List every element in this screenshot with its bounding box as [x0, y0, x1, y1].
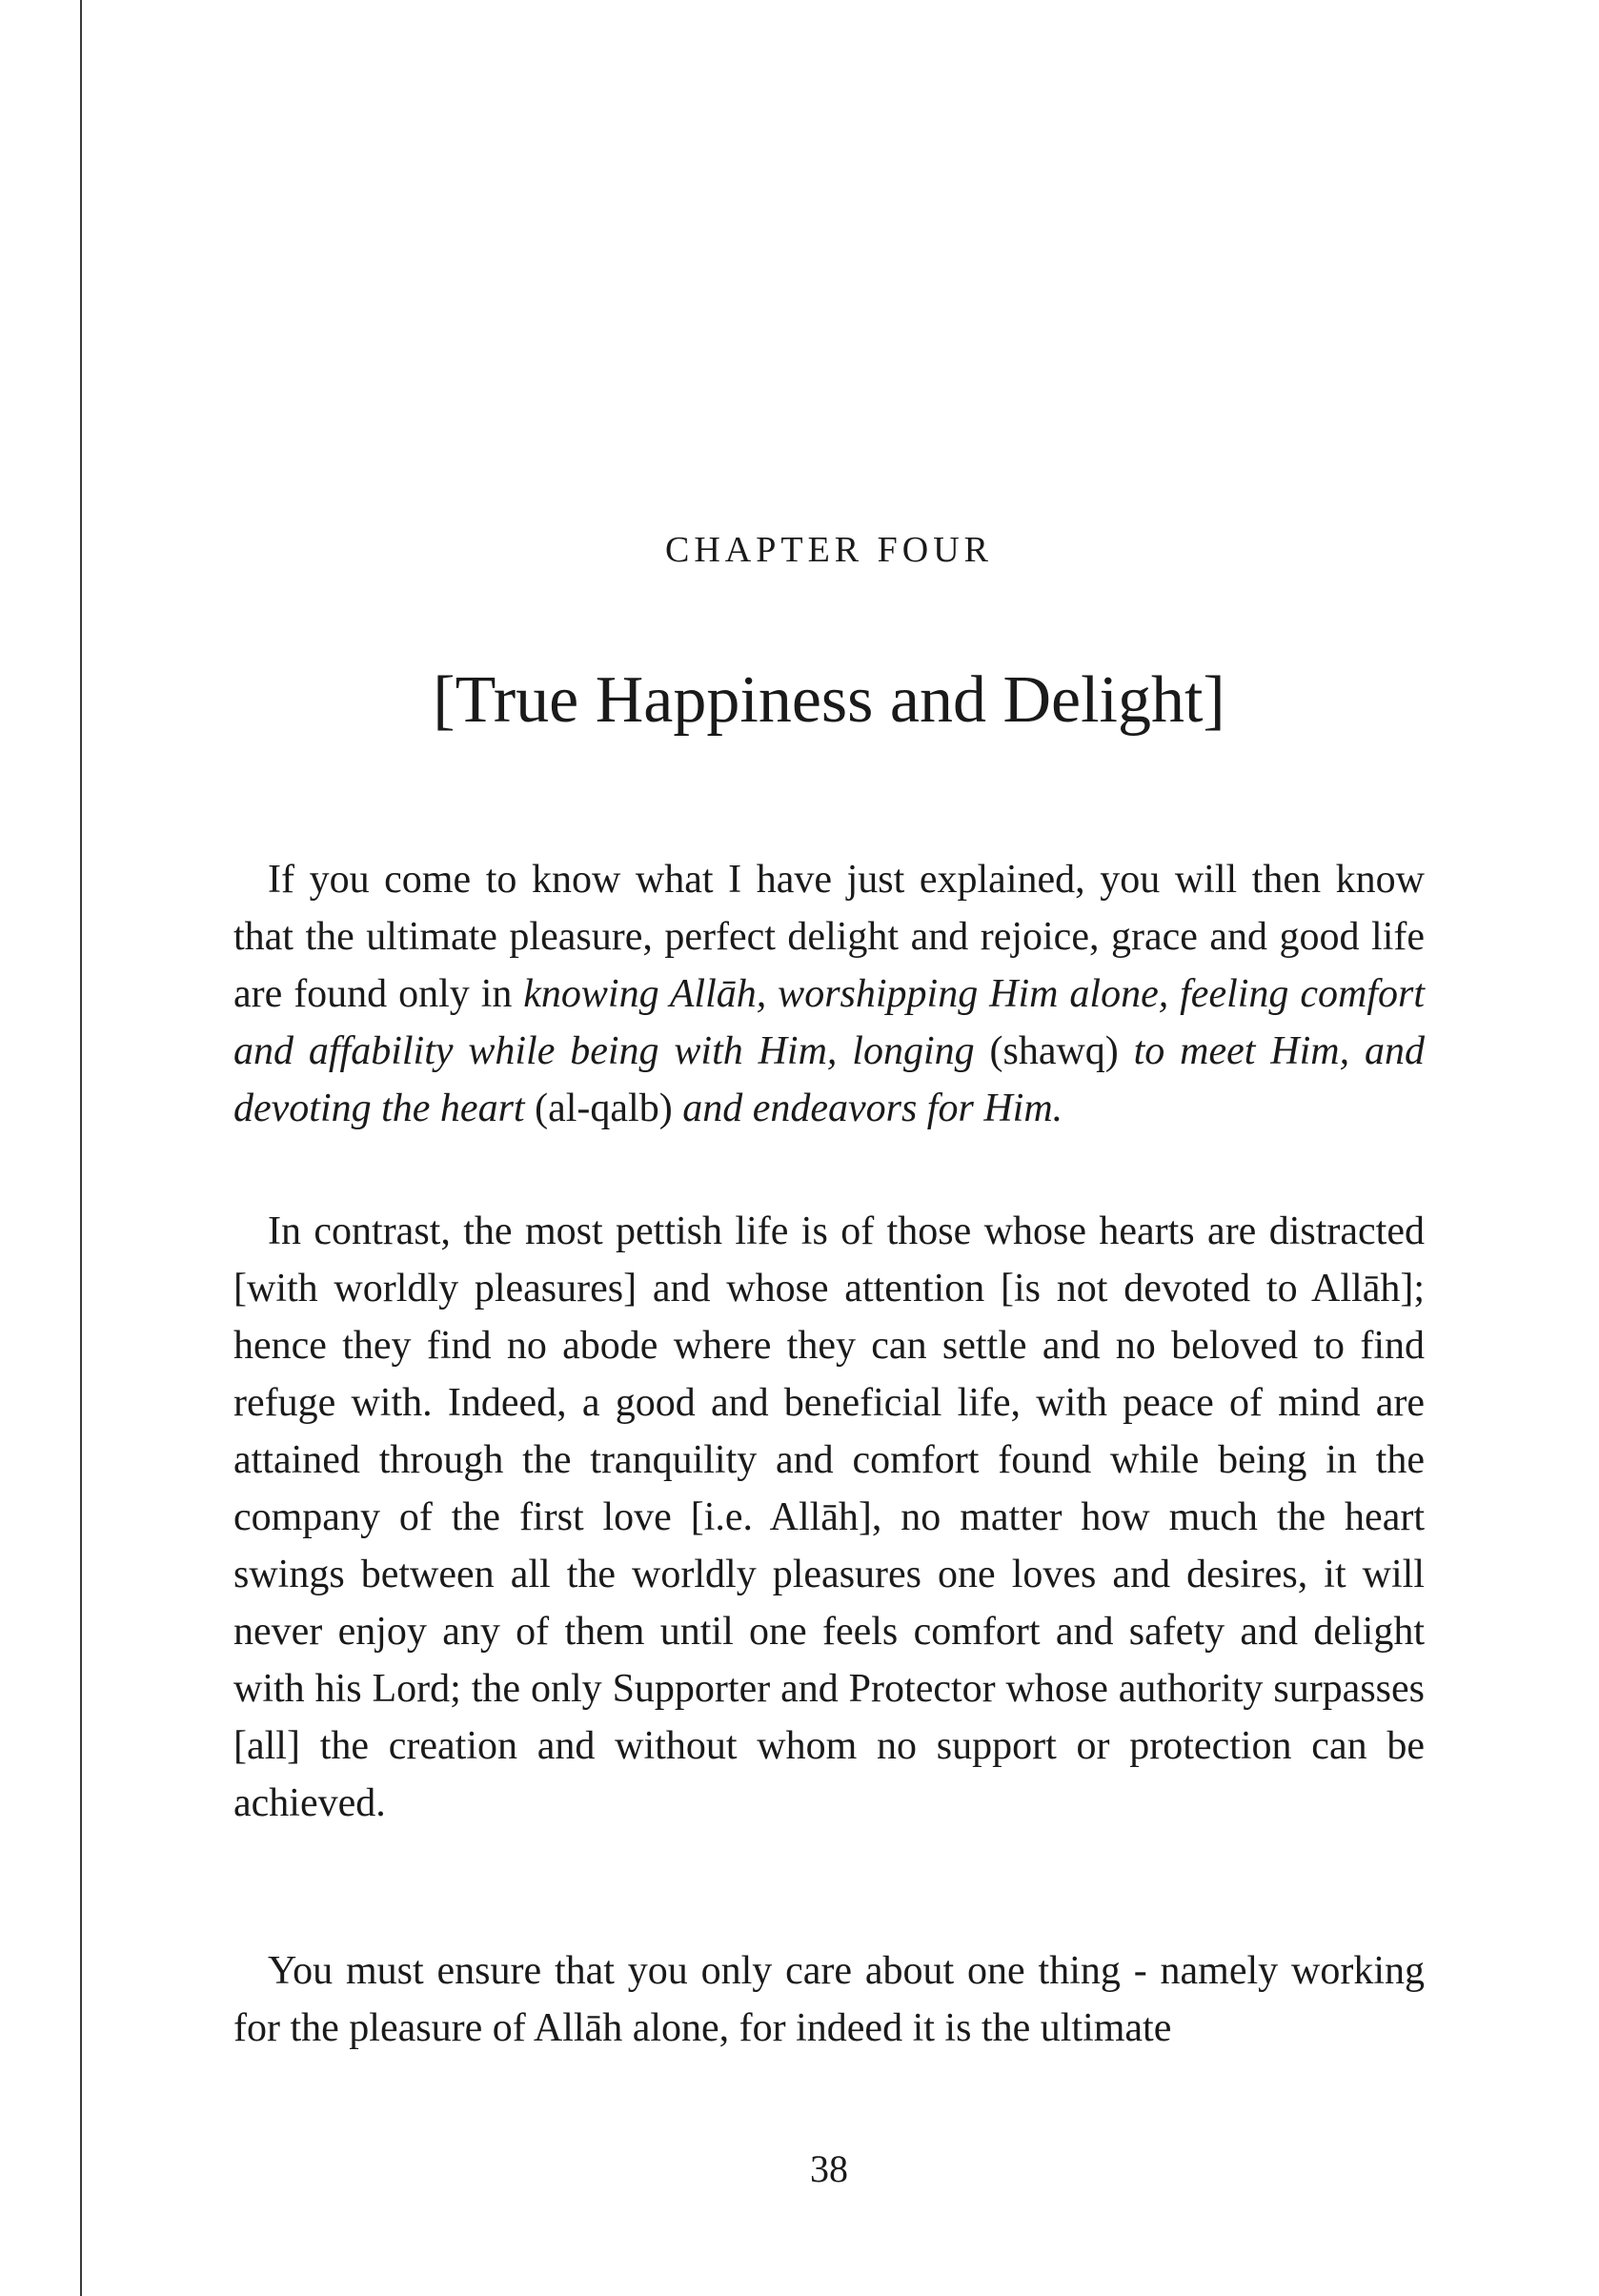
- paragraph-1-text-a: If you come to know what I have just explained, you will then know that the ultimate pleasure, perfect delight and rejoice, grace and good life are found only in: [233, 858, 1425, 1016]
- paragraph-2: In contrast, the most pettish life is of those whose hearts are distracted [with worldly pleasures] and whose attention [is not devoted to Allāh]; hence they find no abode where they can settle and no beloved to find refuge with. Indeed, a good and beneficial life, with peace of mind are attained through the tranquility and comfort found while being in the company of the first love [i.e. Allāh], no matter how much the heart swings between all the worldly pleasures one loves and desires, it will never enjoy any of them until one feels comfort and safety and delight with his Lord; the only Supporter and Protector whose authority surpasses [all] the creation and without whom no support or protection can be achieved.: [233, 1209, 1425, 1825]
- paragraph-3: You must ensure that you only care about one thing - namely working for the pleasure of Allāh alone, for indeed it is the ultimate: [233, 1949, 1425, 2050]
- chapter-title: [True Happiness and Delight]: [433, 663, 1225, 737]
- paragraph-1-text-c: (al-qalb): [524, 1087, 683, 1130]
- binding-gutter-line: [80, 0, 82, 2296]
- paragraph-1-italic-a: knowing Allāh, worshipping Him alone, feeling comfort and affability while being with Him, longing: [233, 972, 1425, 1073]
- page-number: 38: [810, 2147, 848, 2190]
- paragraph-1-text-b: (shawq): [974, 1029, 1134, 1073]
- chapter-label: CHAPTER FOUR: [665, 530, 993, 570]
- paragraph-1: [233, 851, 1425, 1137]
- paragraph-1-italic-c: and endeavors for Him.: [682, 1087, 1063, 1130]
- paragraph-1-italic-b: to meet Him, and devoting the heart: [233, 1029, 1425, 1130]
